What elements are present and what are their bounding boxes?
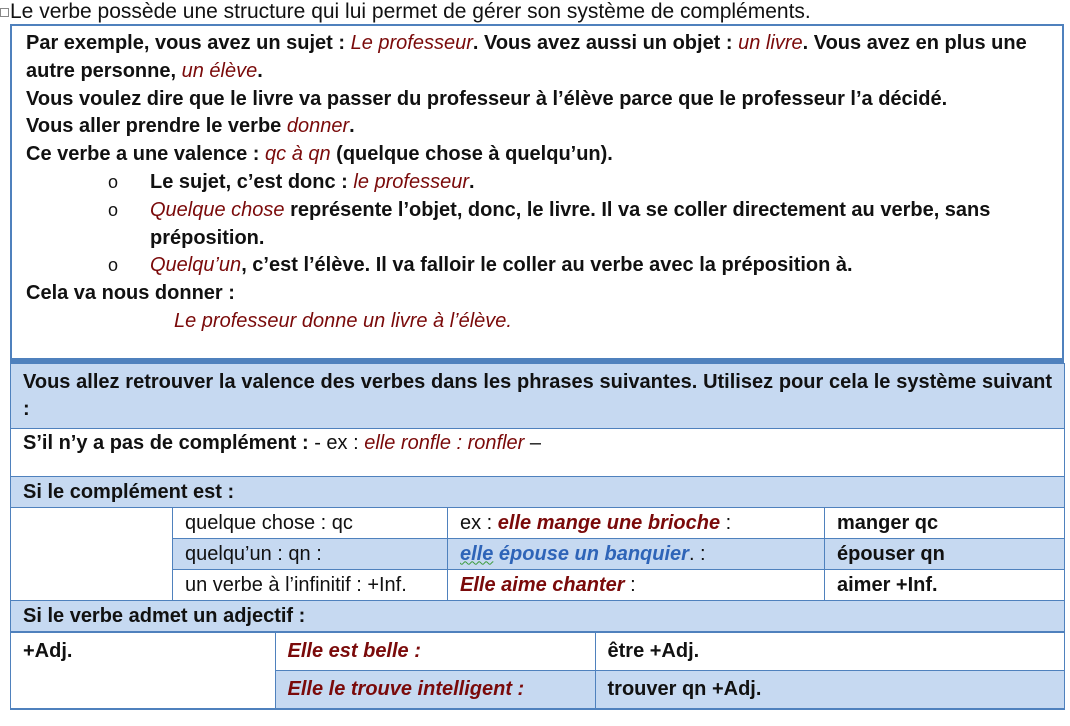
text-blue: épouse un banquier	[493, 542, 689, 565]
complement-example	[448, 508, 825, 539]
text-red: un élève	[181, 59, 258, 82]
text-red: elle ronfle : ronfler	[364, 432, 525, 454]
text: –	[524, 432, 541, 454]
text: Ce verbe a une valence :	[26, 143, 266, 166]
adjective-row	[11, 633, 1065, 671]
complement-type: un verbe à l’infinitif : +Inf.	[173, 570, 448, 601]
adjective-example: Elle est belle :	[275, 633, 595, 671]
text-red: Quelque chose	[150, 198, 285, 221]
bullet-item	[26, 169, 1052, 197]
text-red: qc à qn	[265, 143, 331, 166]
text: . :	[688, 542, 706, 565]
exercise-table	[10, 363, 1065, 710]
complement-example	[448, 570, 825, 601]
adjective-section	[11, 632, 1065, 710]
bullet-icon: o	[108, 255, 119, 276]
complement-valence: épouser qn	[825, 539, 1065, 570]
no-complement-cell[interactable]	[11, 429, 1065, 477]
text: Par exemple, vous avez un sujet :	[26, 32, 351, 54]
table-anchor-icon[interactable]	[0, 8, 9, 17]
bullet-item	[26, 197, 1052, 253]
text: S’il n’y a pas de complément :	[23, 432, 315, 454]
example-result: Le professeur donne un livre à l’élève.	[174, 309, 512, 332]
text: :	[624, 573, 636, 596]
text: Le sujet, c’est donc :	[150, 170, 354, 193]
text-red: Quelqu’un	[150, 254, 242, 277]
text-red: Elle aime chanter	[460, 573, 625, 596]
example-box	[10, 24, 1064, 360]
text: (quelque chose à quelqu’un).	[330, 143, 613, 166]
adjective-valence: trouver qn +Adj.	[595, 671, 1065, 709]
adjective-example: Elle le trouve intelligent :	[275, 671, 595, 709]
adjective-table	[11, 632, 1065, 709]
adjective-container	[11, 632, 1065, 710]
text-red: le professeur	[353, 170, 470, 193]
example-para-1	[26, 30, 1052, 86]
complement-type: quelque chose : qc	[173, 508, 448, 539]
text: . Vous avez en plus une autre personne,	[26, 32, 1027, 82]
example-para-5: Cela va nous donner :	[26, 282, 235, 305]
text-red: Le professeur	[350, 32, 473, 54]
text: .	[469, 170, 475, 193]
example-para-2: Vous voulez dire que le livre va passer du professeur à l’élève parce que le professeur l’a décidé.	[26, 87, 948, 110]
text: Vous aller prendre le verbe	[26, 115, 287, 138]
text: - ex :	[314, 432, 365, 454]
adjective-label[interactable]: +Adj.	[11, 633, 275, 709]
intro-text: Le verbe possède une structure qui lui permet de gérer son système de compléments.	[10, 0, 811, 23]
text: .	[257, 59, 263, 82]
text: , c’est l’élève. Il va falloir le coller au verbe avec la préposition à.	[241, 254, 853, 277]
text: représente l’objet, donc, le livre. Il va se coller directement au verbe, sans préposition.	[150, 198, 991, 249]
bullet-item	[26, 252, 1052, 280]
text-red: donner	[286, 115, 350, 138]
text-red: un livre	[738, 32, 803, 54]
instruction-row	[11, 364, 1065, 429]
complement-header: Si le complément est :	[11, 477, 1065, 508]
bullet-icon: o	[108, 199, 119, 220]
no-complement-row	[11, 429, 1065, 477]
text: ex :	[460, 511, 498, 534]
complement-header-row	[11, 477, 1065, 508]
text: . Vous avez aussi un objet :	[472, 32, 739, 54]
intro-line	[0, 0, 1070, 24]
complement-example	[448, 539, 825, 570]
adjective-valence: être +Adj.	[595, 633, 1065, 671]
text: .	[349, 115, 355, 138]
adjective-header: Si le verbe admet un adjectif :	[11, 601, 1065, 632]
empty-cell[interactable]	[11, 508, 173, 601]
instruction-text: Vous allez retrouver la valence des verbes dans les phrases suivantes. Utilisez pour cela le système suivant :	[11, 364, 1065, 429]
complement-valence: aimer +Inf.	[825, 570, 1065, 601]
text: :	[720, 511, 732, 534]
text-red: elle mange une brioche	[497, 511, 721, 534]
example-para-3	[26, 113, 1052, 141]
complement-valence: manger qc	[825, 508, 1065, 539]
adjective-header-row	[11, 601, 1065, 632]
bullet-icon: o	[108, 171, 119, 192]
complement-type: quelqu’un : qn :	[173, 539, 448, 570]
text-blue: elle	[460, 542, 494, 565]
complement-row	[11, 508, 1065, 539]
example-para-4	[26, 141, 1052, 169]
